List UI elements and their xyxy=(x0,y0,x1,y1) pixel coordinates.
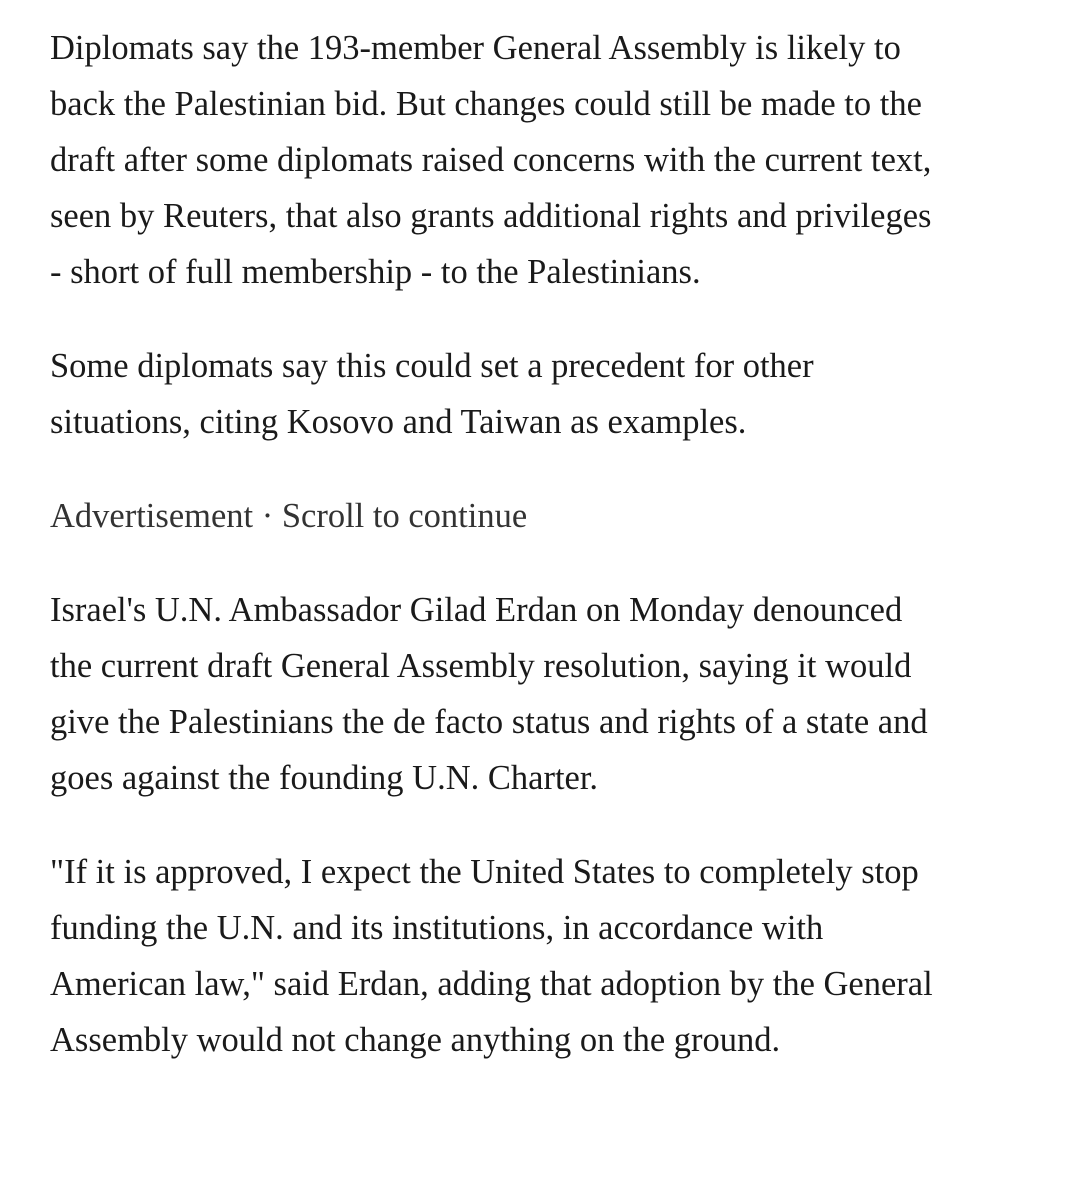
article-paragraph-4: "If it is approved, I expect the United States to completely stop funding the U.N. and its institutions, in accordance with American law," said Erdan, adding that adoption by the General Assembly would not change anything on the ground. xyxy=(50,853,933,1059)
paragraph-spacer xyxy=(50,450,1036,488)
paragraph-spacer xyxy=(50,544,1036,582)
paragraph-spacer xyxy=(50,806,1036,844)
article-paragraph-3: Israel's U.N. Ambassador Gilad Erdan on Monday denounced the current draft General Assembly resolution, saying it would give the Palestinians the de facto status and rights of a state and goes against the founding U.N. Charter. xyxy=(50,591,928,797)
paragraph-spacer xyxy=(50,300,1036,338)
article-paragraph-2: Some diplomats say this could set a precedent for other situations, citing Kosovo and Taiwan as examples. xyxy=(50,347,814,441)
article-paragraph-1: Diplomats say the 193-member General Assembly is likely to back the Palestinian bid. But changes could still be made to the draft after some diplomats raised concerns with the current text, seen by Reuters, that also grants additional rights and privileges - short of full membership - to the Palestinians. xyxy=(50,29,932,291)
advertisement-notice: Advertisement · Scroll to continue xyxy=(50,497,528,535)
